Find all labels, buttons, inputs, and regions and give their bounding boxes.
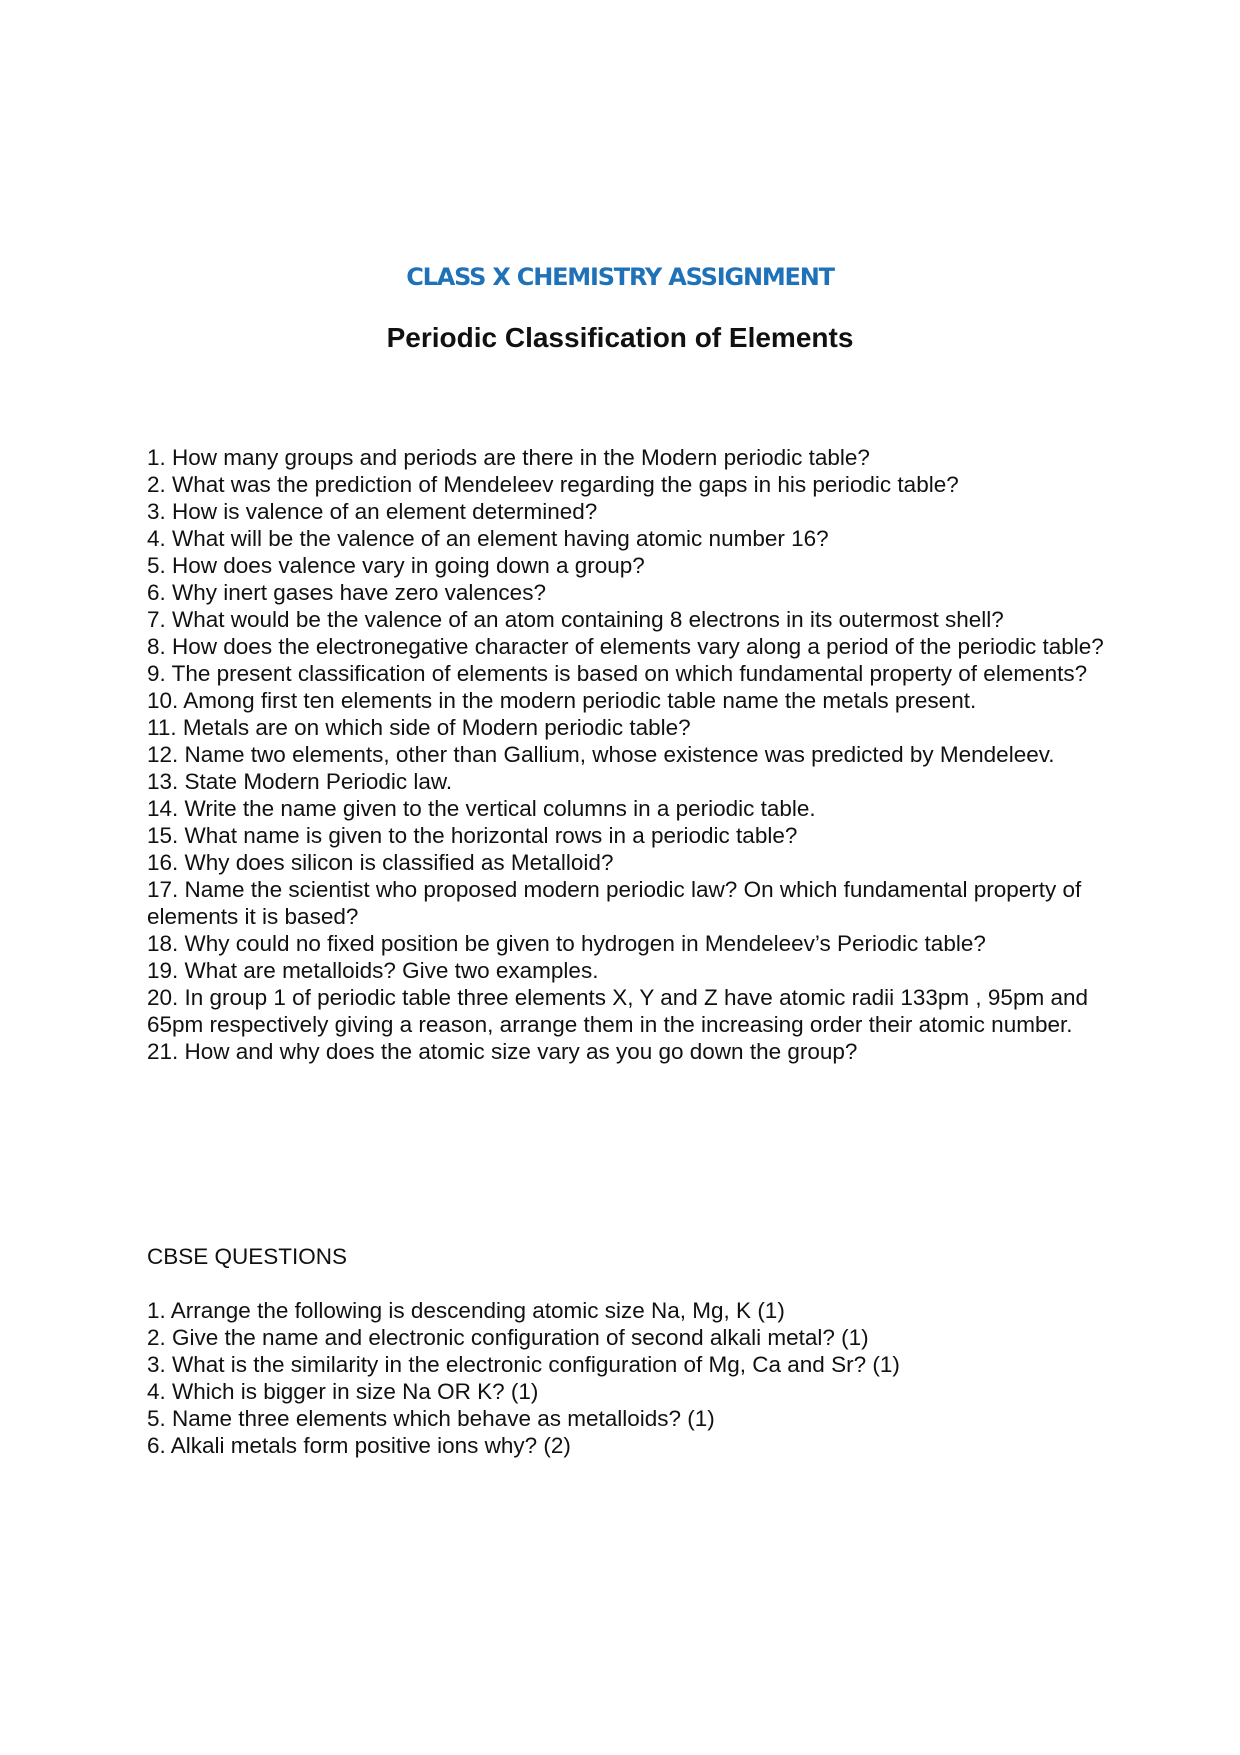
question-item: 5. How does valence vary in going down a group?	[147, 553, 645, 578]
question-item: 18. Why could no fixed position be given to hydrogen in Mendeleev’s Periodic table?	[147, 931, 986, 956]
cbse-question-item: 6. Alkali metals form positive ions why? (2)	[147, 1433, 571, 1458]
cbse-section-heading: CBSE QUESTIONS	[147, 1244, 348, 1269]
question-item: 3. How is valence of an element determined?	[147, 499, 598, 524]
question-item: 17. Name the scientist who proposed modern periodic law? On which fundamental property of elements it is based?	[147, 877, 1082, 929]
cbse-question-item: 4. Which is bigger in size Na OR K? (1)	[147, 1379, 539, 1404]
question-item: 20. In group 1 of periodic table three elements X, Y and Z have atomic radii 133pm , 95pm and 65pm respectively giving a reason, arrange them in the increasing order their atomic number.	[147, 985, 1088, 1037]
cbse-question-item: 5. Name three elements which behave as metalloids? (1)	[147, 1406, 715, 1431]
page-subtitle: Periodic Classification of Elements	[386, 322, 854, 353]
cbse-question-item: 1. Arrange the following is descending atomic size Na, Mg, K (1)	[147, 1298, 785, 1323]
question-item: 12. Name two elements, other than Gallium, whose existence was predicted by Mendeleev.	[147, 742, 1055, 767]
question-item: 9. The present classification of elements is based on which fundamental property of elements?	[147, 661, 1088, 686]
cbse-question-item: 2. Give the name and electronic configuration of second alkali metal? (1)	[147, 1325, 869, 1350]
cbse-question-item: 3. What is the similarity in the electronic configuration of Mg, Ca and Sr? (1)	[147, 1352, 900, 1377]
question-item: 4. What will be the valence of an element having atomic number 16?	[147, 526, 829, 551]
question-item: 10. Among first ten elements in the modern periodic table name the metals present.	[147, 688, 977, 713]
question-item: 8. How does the electronegative character of elements vary along a period of the periodic table?	[147, 634, 1104, 659]
page-title: CLASS X CHEMISTRY ASSIGNMENT	[406, 263, 834, 291]
question-item: 11. Metals are on which side of Modern periodic table?	[147, 715, 691, 740]
question-item: 15. What name is given to the horizontal rows in a periodic table?	[147, 823, 798, 848]
question-item: 19. What are metalloids? Give two examples.	[147, 958, 599, 983]
question-item: 14. Write the name given to the vertical columns in a periodic table.	[147, 796, 816, 821]
question-item: 16. Why does silicon is classified as Metalloid?	[147, 850, 614, 875]
question-item: 7. What would be the valence of an atom containing 8 electrons in its outermost shell?	[147, 607, 1004, 632]
question-item: 13. State Modern Periodic law.	[147, 769, 453, 794]
cbse-question-list	[147, 1297, 1107, 1459]
question-item: 6. Why inert gases have zero valences?	[147, 580, 546, 605]
assignment-question-list	[147, 444, 1107, 1065]
question-item: 21. How and why does the atomic size vary as you go down the group?	[147, 1039, 858, 1064]
question-item: 1. How many groups and periods are there in the Modern periodic table?	[147, 445, 870, 470]
question-item: 2. What was the prediction of Mendeleev regarding the gaps in his periodic table?	[147, 472, 959, 497]
